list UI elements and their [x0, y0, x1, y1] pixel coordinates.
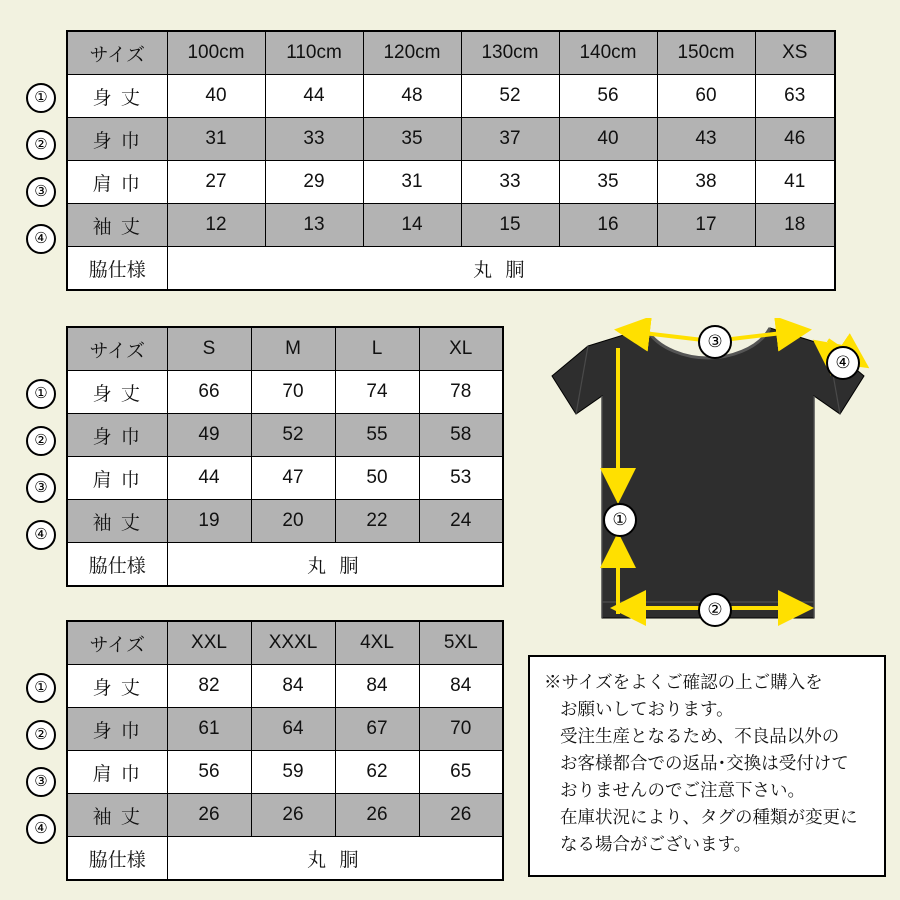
row-label: 肩 巾	[67, 161, 167, 204]
cell: 15	[461, 204, 559, 247]
cell: 67	[335, 708, 419, 751]
header-cell: XXXL	[251, 621, 335, 665]
notice-line: 在庫状況により、タグの種類が変更に	[560, 807, 858, 827]
cell: 56	[167, 751, 251, 794]
cell: 66	[167, 371, 251, 414]
cell: 35	[363, 118, 461, 161]
table-row	[67, 457, 503, 500]
table-header-row	[67, 327, 503, 371]
header-cell: 110cm	[265, 31, 363, 75]
header-cell: サイズ	[67, 621, 167, 665]
cell: 40	[559, 118, 657, 161]
notice-line: なる場合がございます。	[560, 834, 752, 854]
footer-value: 丸 胴	[167, 543, 503, 587]
row-label: 肩 巾	[67, 457, 167, 500]
table-footer-row	[67, 837, 503, 881]
cell: 13	[265, 204, 363, 247]
header-cell: 130cm	[461, 31, 559, 75]
cell: 70	[419, 708, 503, 751]
row-label: 身 丈	[67, 665, 167, 708]
header-cell: 140cm	[559, 31, 657, 75]
row-label: 身 巾	[67, 414, 167, 457]
header-cell: 150cm	[657, 31, 755, 75]
cell: 41	[755, 161, 835, 204]
marker-1: ①	[26, 673, 56, 703]
header-cell: XL	[419, 327, 503, 371]
cell: 61	[167, 708, 251, 751]
row-label: 肩 巾	[67, 751, 167, 794]
tshirt-diagram	[528, 318, 888, 648]
cell: 26	[167, 794, 251, 837]
notice-line: 受注生産となるため、不良品以外の	[560, 726, 840, 746]
marker-2: ②	[26, 720, 56, 750]
size-table-adult	[66, 326, 504, 587]
table-header-row	[67, 621, 503, 665]
cell: 33	[461, 161, 559, 204]
marker-3: ③	[26, 473, 56, 503]
table-row	[67, 751, 503, 794]
cell: 26	[251, 794, 335, 837]
cell: 70	[251, 371, 335, 414]
table-row	[67, 204, 835, 247]
cell: 43	[657, 118, 755, 161]
row-label: 身 巾	[67, 118, 167, 161]
table-big	[66, 620, 504, 881]
row-label: 袖 丈	[67, 794, 167, 837]
cell: 35	[559, 161, 657, 204]
cell: 18	[755, 204, 835, 247]
row-label: 袖 丈	[67, 204, 167, 247]
cell: 53	[419, 457, 503, 500]
marker-1: ①	[26, 83, 56, 113]
footer-value: 丸 胴	[167, 837, 503, 881]
table-adult	[66, 326, 504, 587]
badge-2: ②	[698, 593, 732, 627]
header-cell: M	[251, 327, 335, 371]
notice-box	[528, 655, 886, 877]
cell: 44	[167, 457, 251, 500]
marker-1: ①	[26, 379, 56, 409]
cell: 16	[559, 204, 657, 247]
cell: 12	[167, 204, 265, 247]
table-header-row	[67, 31, 835, 75]
cell: 46	[755, 118, 835, 161]
cell: 19	[167, 500, 251, 543]
badge-1: ①	[603, 503, 637, 537]
cell: 60	[657, 75, 755, 118]
shirt-body	[552, 328, 864, 618]
notice-line: おりませんのでご注意下さい。	[560, 780, 805, 800]
footer-label: 脇仕様	[67, 543, 167, 587]
cell: 50	[335, 457, 419, 500]
cell: 78	[419, 371, 503, 414]
row-label: 身 丈	[67, 371, 167, 414]
notice-line: お客様都合での返品･交換は受付けて	[560, 753, 849, 773]
notice-line: ※サイズをよくご確認の上ご購入を	[544, 672, 823, 692]
cell: 74	[335, 371, 419, 414]
cell: 40	[167, 75, 265, 118]
header-cell: XS	[755, 31, 835, 75]
cell: 56	[559, 75, 657, 118]
header-cell: S	[167, 327, 251, 371]
cell: 38	[657, 161, 755, 204]
cell: 14	[363, 204, 461, 247]
cell: 82	[167, 665, 251, 708]
header-cell: サイズ	[67, 31, 167, 75]
marker-4: ④	[26, 814, 56, 844]
cell: 47	[251, 457, 335, 500]
cell: 17	[657, 204, 755, 247]
cell: 52	[251, 414, 335, 457]
header-cell: XXL	[167, 621, 251, 665]
cell: 31	[167, 118, 265, 161]
cell: 55	[335, 414, 419, 457]
cell: 20	[251, 500, 335, 543]
notice-line: お願いしております。	[560, 699, 734, 719]
cell: 22	[335, 500, 419, 543]
table-row	[67, 708, 503, 751]
row-label: 身 丈	[67, 75, 167, 118]
table-row	[67, 414, 503, 457]
table-row	[67, 500, 503, 543]
marker-column-big	[26, 620, 60, 890]
cell: 84	[419, 665, 503, 708]
cell: 26	[419, 794, 503, 837]
footer-label: 脇仕様	[67, 837, 167, 881]
table-row	[67, 794, 503, 837]
table-kids	[66, 30, 836, 291]
badge-4: ④	[826, 346, 860, 380]
cell: 52	[461, 75, 559, 118]
marker-3: ③	[26, 767, 56, 797]
header-cell: 100cm	[167, 31, 265, 75]
table-row	[67, 161, 835, 204]
size-table-kids	[66, 30, 836, 291]
cell: 84	[335, 665, 419, 708]
cell: 29	[265, 161, 363, 204]
cell: 48	[363, 75, 461, 118]
cell: 37	[461, 118, 559, 161]
table-row	[67, 371, 503, 414]
marker-4: ④	[26, 520, 56, 550]
cell: 44	[265, 75, 363, 118]
cell: 24	[419, 500, 503, 543]
cell: 49	[167, 414, 251, 457]
table-row	[67, 118, 835, 161]
table-footer-row	[67, 543, 503, 587]
badge-3: ③	[698, 325, 732, 359]
cell: 62	[335, 751, 419, 794]
cell: 59	[251, 751, 335, 794]
footer-value: 丸 胴	[167, 247, 835, 291]
cell: 26	[335, 794, 419, 837]
cell: 63	[755, 75, 835, 118]
marker-column-kids	[26, 30, 60, 300]
header-cell: L	[335, 327, 419, 371]
cell: 84	[251, 665, 335, 708]
header-cell: 120cm	[363, 31, 461, 75]
marker-2: ②	[26, 130, 56, 160]
header-cell: 4XL	[335, 621, 419, 665]
table-row	[67, 665, 503, 708]
row-label: 身 巾	[67, 708, 167, 751]
marker-2: ②	[26, 426, 56, 456]
cell: 65	[419, 751, 503, 794]
table-row	[67, 75, 835, 118]
table-footer-row	[67, 247, 835, 291]
marker-3: ③	[26, 177, 56, 207]
cell: 31	[363, 161, 461, 204]
cell: 58	[419, 414, 503, 457]
marker-4: ④	[26, 224, 56, 254]
size-table-big	[66, 620, 504, 881]
row-label: 袖 丈	[67, 500, 167, 543]
marker-column-adult	[26, 326, 60, 596]
cell: 64	[251, 708, 335, 751]
cell: 27	[167, 161, 265, 204]
footer-label: 脇仕様	[67, 247, 167, 291]
header-cell: サイズ	[67, 327, 167, 371]
header-cell: 5XL	[419, 621, 503, 665]
cell: 33	[265, 118, 363, 161]
